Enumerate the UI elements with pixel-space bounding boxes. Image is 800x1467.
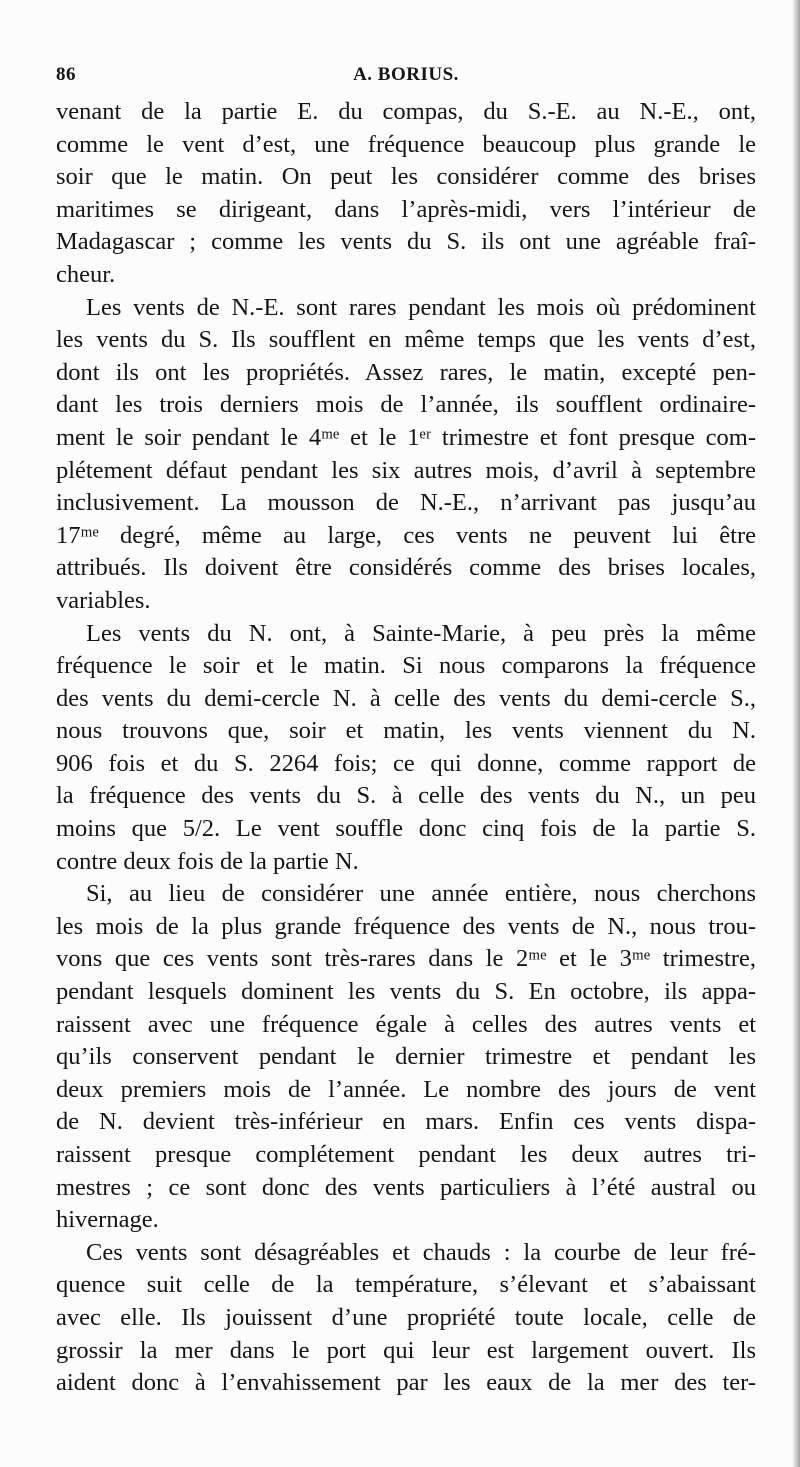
text-line: nous trouvons que, soir et matin, les vents viennent du N. (56, 717, 756, 745)
text-line: inclusivement. La mousson de N.-E., n’arrivant pas jusqu’au (56, 489, 756, 517)
text-line: 17ᵐᵉ degré, même au large, ces vents ne peuvent lui être (56, 521, 756, 549)
text-line: les vents du S. Ils soufflent en même temps que les vents d’est, (56, 326, 756, 354)
text-line: pendant lesquels dominent les vents du S. En octobre, ils appa- (56, 978, 756, 1006)
text-line: dant les trois derniers mois de l’année, ils soufflent ordinaire- (56, 391, 756, 419)
text-line: quence suit celle de la température, s’élevant et s’abaissant (56, 1271, 756, 1299)
body-text (56, 96, 756, 1400)
text-line: raissent presque complétement pendant les deux autres tri- (56, 1141, 756, 1168)
text-line: moins que 5/2. Le vent souffle donc cinq fois de la partie S. (56, 815, 756, 843)
text-line: les mois de la plus grande fréquence des vents de N., nous trou- (56, 912, 756, 940)
text-line: Les vents de N.-E. sont rares pendant les mois où prédominent (86, 293, 756, 321)
text-line: maritimes se dirigeant, dans l’après-midi, vers l’intérieur de (56, 195, 756, 223)
text-line: Si, au lieu de considérer une année entière, nous cherchons (86, 880, 756, 908)
text-line: avec elle. Ils jouissent d’une propriété toute locale, celle de (56, 1303, 756, 1331)
running-head-author: A. BORIUS. (353, 64, 459, 85)
page-number: 86 (56, 64, 76, 85)
text-line: mestres ; ce sont donc des vents particuliers à l’été austral ou (56, 1173, 756, 1201)
text-line: de N. devient très-inférieur en mars. Enfin ces vents dispa- (56, 1108, 756, 1136)
text-line: dont ils ont les propriétés. Assez rares, le matin, excepté pen- (56, 358, 756, 386)
page-edge-shadow (792, 0, 800, 1467)
text-line: deux premiers mois de l’année. Le nombre des jours de vent (56, 1075, 756, 1103)
text-line: Madagascar ; comme les vents du S. ils ont une agréable fraî- (56, 228, 756, 256)
text-line: variables. (56, 586, 151, 614)
text-line: Les vents du N. ont, à Sainte-Marie, à peu près la même (86, 619, 756, 647)
text-line: grossir la mer dans le port qui leur est largement ouvert. Ils (56, 1336, 756, 1364)
text-line: 906 fois et du S. 2264 fois; ce qui donne, comme rapport de (56, 749, 756, 777)
text-line: venant de la partie E. du compas, du S.-E. au N.-E., ont, (56, 98, 756, 125)
text-line: raissent avec une fréquence égale à celles des autres vents et (56, 1010, 756, 1038)
text-line: la fréquence des vents du S. à celle des vents du N., un peu (56, 782, 756, 810)
text-line: attribués. Ils doivent être considérés comme des brises locales, (56, 554, 756, 582)
text-line: hivernage. (56, 1206, 159, 1234)
text-line: plétement défaut pendant les six autres mois, d’avril à septembre (56, 456, 756, 484)
text-line: qu’ils conservent pendant le dernier trimestre et pendant les (56, 1043, 756, 1071)
text-line: aident donc à l’envahissement par les eaux de la mer des ter- (56, 1369, 756, 1397)
running-head (56, 61, 756, 89)
text-line: contre deux fois de la partie N. (56, 847, 359, 875)
text-line: vons que ces vents sont très-rares dans le 2ᵐᵉ et le 3ᵐᵉ trimestre, (56, 945, 756, 973)
text-line: ment le soir pendant le 4ᵐᵉ et le 1ᵉʳ trimestre et font presque com- (56, 423, 756, 451)
text-line: des vents du demi-cercle N. à celle des vents du demi-cercle S., (56, 684, 756, 712)
text-line: soir que le matin. On peut les considérer comme des brises (56, 163, 756, 191)
text-line: cheur. (56, 260, 116, 288)
text-line: fréquence le soir et le matin. Si nous comparons la fréquence (56, 652, 756, 680)
text-line: comme le vent d’est, une fréquence beaucoup plus grande le (56, 130, 756, 158)
text-line: Ces vents sont désagréables et chauds : la courbe de leur fré- (86, 1238, 756, 1266)
